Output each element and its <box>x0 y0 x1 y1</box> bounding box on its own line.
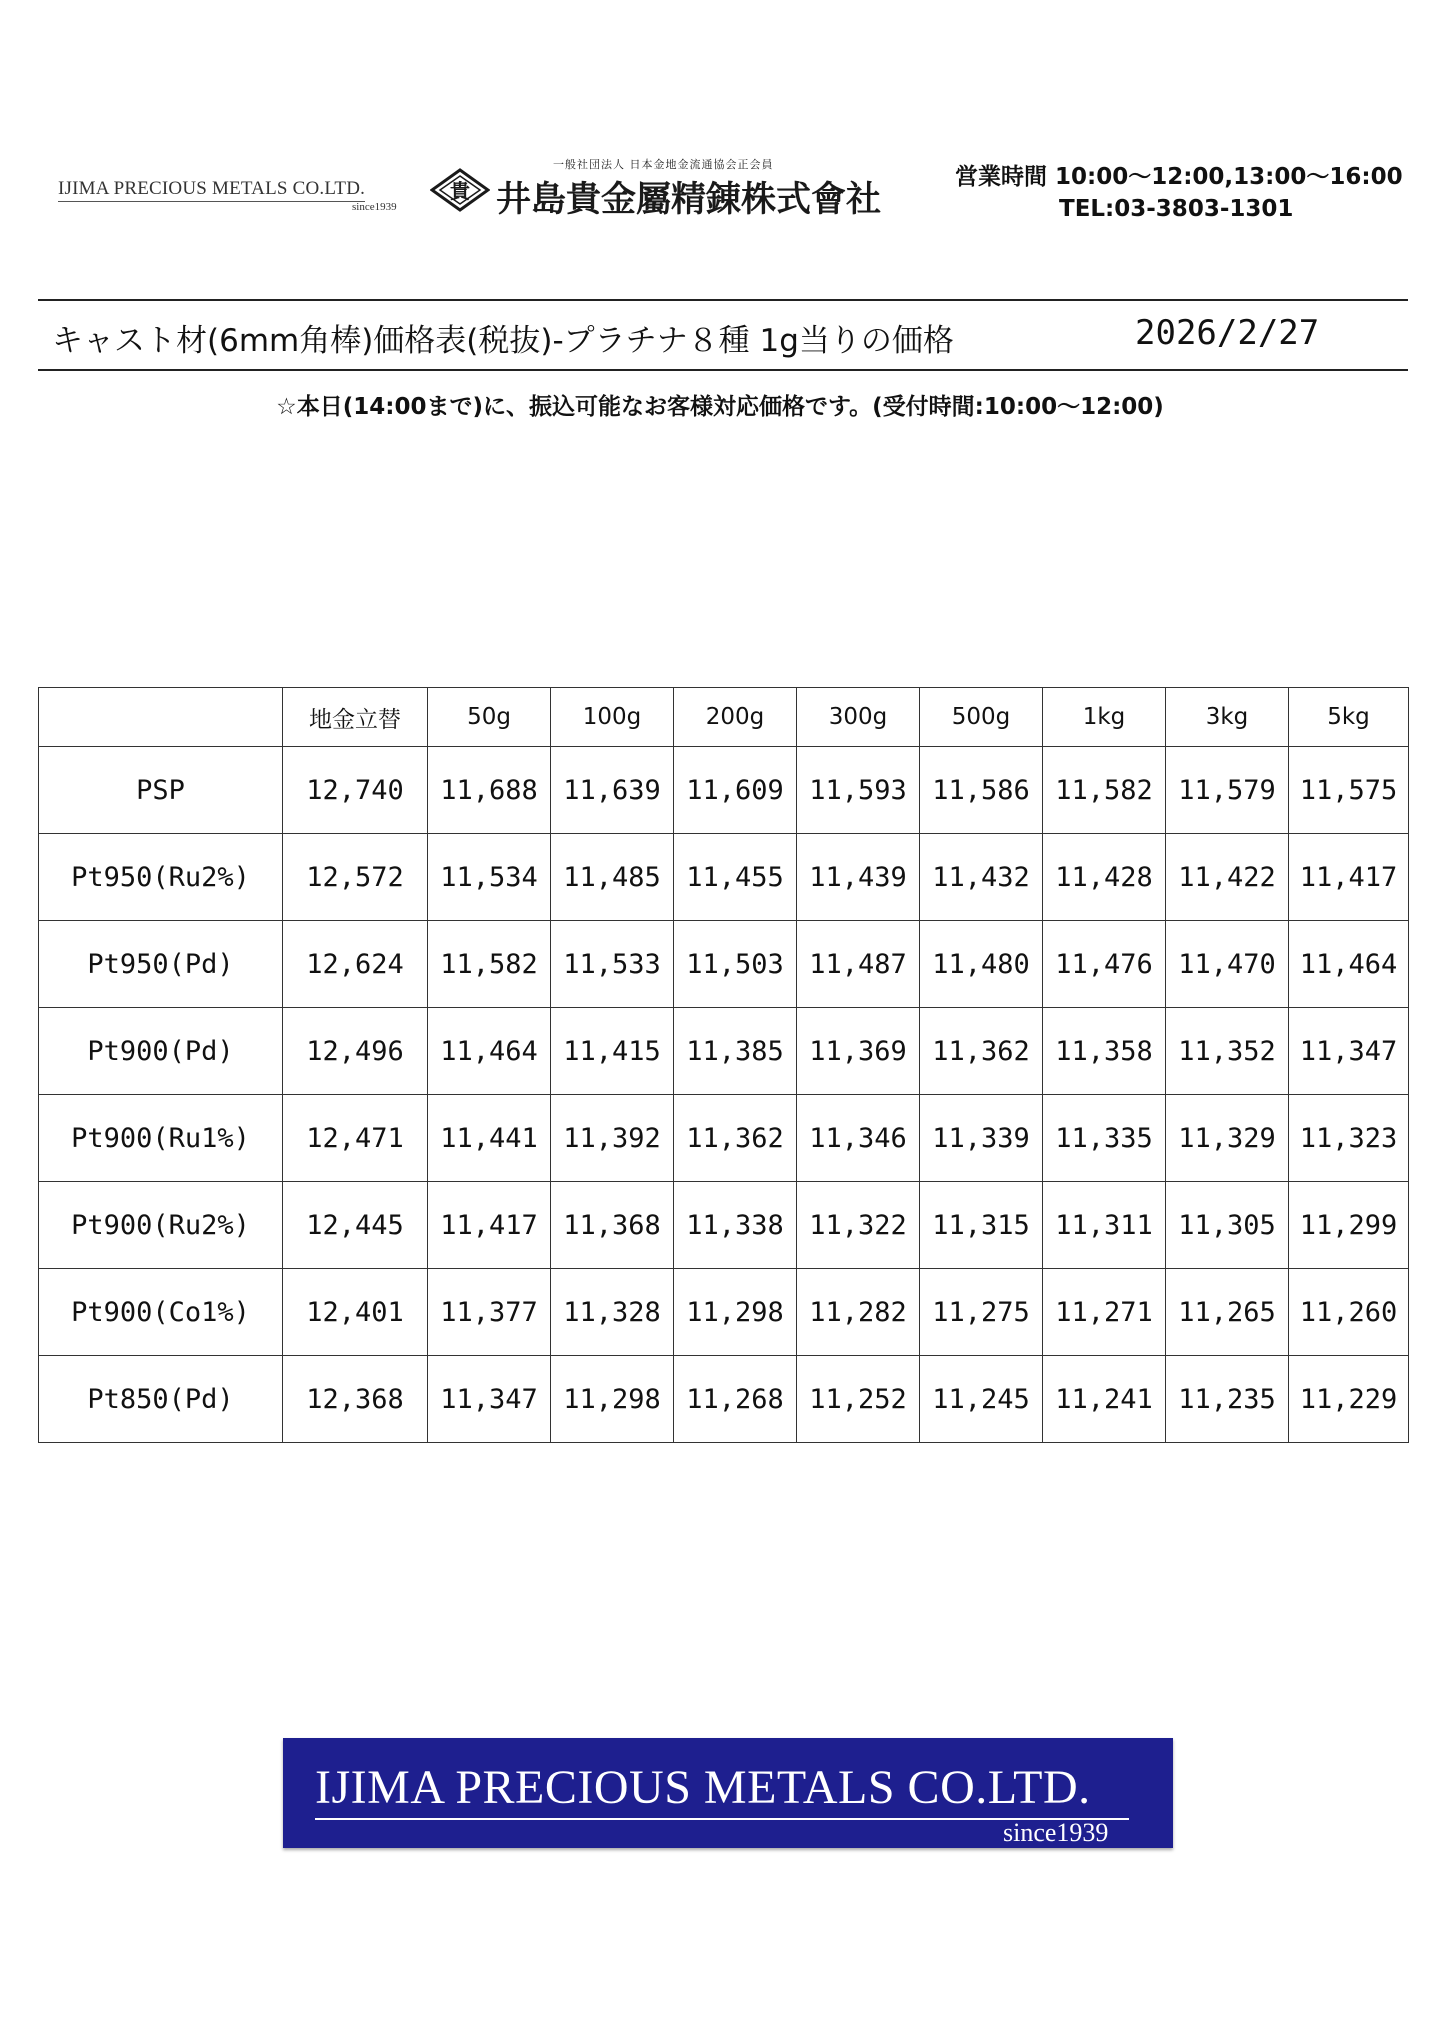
row-label-cell: Pt850(Pd) <box>39 1356 283 1443</box>
price-cell: 11,347 <box>428 1356 551 1443</box>
letterhead <box>0 0 1440 260</box>
price-cell: 12,496 <box>283 1008 428 1095</box>
price-table-body <box>39 747 1409 1443</box>
price-cell: 11,417 <box>1289 834 1409 921</box>
price-cell: 11,271 <box>1043 1269 1166 1356</box>
page-title: キャスト材(6mm角棒)価格表(税抜)-プラチナ８種 1g当りの価格 <box>52 323 954 359</box>
price-cell: 12,624 <box>283 921 428 1008</box>
price-cell: 11,639 <box>551 747 674 834</box>
price-cell: 11,487 <box>797 921 920 1008</box>
price-cell: 11,439 <box>797 834 920 921</box>
price-cell: 12,740 <box>283 747 428 834</box>
row-label-cell: PSP <box>39 747 283 834</box>
price-cell: 11,311 <box>1043 1182 1166 1269</box>
price-cell: 11,503 <box>674 921 797 1008</box>
price-cell: 11,464 <box>1289 921 1409 1008</box>
company-emblem-icon <box>430 168 490 212</box>
price-cell: 11,368 <box>551 1182 674 1269</box>
table-row <box>39 1008 1409 1095</box>
price-cell: 12,401 <box>283 1269 428 1356</box>
price-cell: 11,534 <box>428 834 551 921</box>
telephone: TEL:03-3803-1301 <box>1059 196 1294 222</box>
banner-company-name: IJIMA PRECIOUS METALS CO.LTD. <box>315 1761 1091 1814</box>
pricing-notice: ☆本日(14:00まで)に、振込可能なお客様対応価格です。(受付時間:10:00〜12:00) <box>276 394 1164 420</box>
price-cell: 11,329 <box>1166 1095 1289 1182</box>
row-label-cell: Pt950(Ru2%) <box>39 834 283 921</box>
price-cell: 11,533 <box>551 921 674 1008</box>
price-cell: 11,441 <box>428 1095 551 1182</box>
price-cell: 11,328 <box>551 1269 674 1356</box>
price-cell: 11,305 <box>1166 1182 1289 1269</box>
price-cell: 11,455 <box>674 834 797 921</box>
price-cell: 12,471 <box>283 1095 428 1182</box>
price-cell: 11,265 <box>1166 1269 1289 1356</box>
company-banner <box>283 1738 1173 1848</box>
table-row <box>39 834 1409 921</box>
business-hours: 営業時間 10:00〜12:00,13:00〜16:00 <box>955 164 1403 190</box>
table-row <box>39 1095 1409 1182</box>
price-cell: 11,299 <box>1289 1182 1409 1269</box>
price-cell: 11,322 <box>797 1182 920 1269</box>
price-cell: 11,347 <box>1289 1008 1409 1095</box>
price-table <box>38 687 1409 1443</box>
price-cell: 11,362 <box>674 1095 797 1182</box>
price-cell: 11,432 <box>920 834 1043 921</box>
association-membership: 一般社団法人 日本金地金流通協会正会員 <box>553 158 774 171</box>
price-cell: 11,268 <box>674 1356 797 1443</box>
column-header: 1kg <box>1043 688 1166 747</box>
price-cell: 11,485 <box>551 834 674 921</box>
company-name-jp: 井島貴金屬精錬株式會社 <box>496 179 882 220</box>
price-cell: 12,445 <box>283 1182 428 1269</box>
price-cell: 11,422 <box>1166 834 1289 921</box>
price-cell: 11,582 <box>428 921 551 1008</box>
price-cell: 11,428 <box>1043 834 1166 921</box>
table-row <box>39 921 1409 1008</box>
table-row <box>39 1269 1409 1356</box>
price-cell: 11,235 <box>1166 1356 1289 1443</box>
price-cell: 11,298 <box>551 1356 674 1443</box>
company-since: since1939 <box>352 201 397 213</box>
price-cell: 11,352 <box>1166 1008 1289 1095</box>
price-cell: 11,582 <box>1043 747 1166 834</box>
price-cell: 12,572 <box>283 834 428 921</box>
table-header-row <box>39 688 1409 747</box>
price-cell: 11,252 <box>797 1356 920 1443</box>
price-cell: 11,358 <box>1043 1008 1166 1095</box>
column-header <box>39 688 283 747</box>
row-label-cell: Pt900(Co1%) <box>39 1269 283 1356</box>
price-cell: 11,392 <box>551 1095 674 1182</box>
price-date: 2026/2/27 <box>1135 313 1320 353</box>
price-cell: 11,575 <box>1289 747 1409 834</box>
price-cell: 11,260 <box>1289 1269 1409 1356</box>
banner-since: since1939 <box>1003 1818 1109 1847</box>
price-cell: 11,229 <box>1289 1356 1409 1443</box>
row-label-cell: Pt900(Ru1%) <box>39 1095 283 1182</box>
table-row <box>39 747 1409 834</box>
price-cell: 11,298 <box>674 1269 797 1356</box>
table-row <box>39 1356 1409 1443</box>
price-cell: 11,609 <box>674 747 797 834</box>
row-label-cell: Pt950(Pd) <box>39 921 283 1008</box>
column-header: 5kg <box>1289 688 1409 747</box>
price-cell: 11,593 <box>797 747 920 834</box>
title-bar <box>38 299 1408 371</box>
price-cell: 11,586 <box>920 747 1043 834</box>
price-cell: 11,385 <box>674 1008 797 1095</box>
column-header: 100g <box>551 688 674 747</box>
price-cell: 11,245 <box>920 1356 1043 1443</box>
table-row <box>39 1182 1409 1269</box>
price-cell: 12,368 <box>283 1356 428 1443</box>
price-cell: 11,335 <box>1043 1095 1166 1182</box>
column-header: 200g <box>674 688 797 747</box>
price-cell: 11,282 <box>797 1269 920 1356</box>
price-cell: 11,323 <box>1289 1095 1409 1182</box>
company-name-en: IJIMA PRECIOUS METALS CO.LTD. <box>58 178 365 202</box>
price-cell: 11,369 <box>797 1008 920 1095</box>
price-cell: 11,417 <box>428 1182 551 1269</box>
price-cell: 11,315 <box>920 1182 1043 1269</box>
price-cell: 11,339 <box>920 1095 1043 1182</box>
price-cell: 11,362 <box>920 1008 1043 1095</box>
price-cell: 11,579 <box>1166 747 1289 834</box>
column-header: 50g <box>428 688 551 747</box>
column-header: 地金立替 <box>283 688 428 747</box>
price-cell: 11,377 <box>428 1269 551 1356</box>
price-cell: 11,480 <box>920 921 1043 1008</box>
row-label-cell: Pt900(Ru2%) <box>39 1182 283 1269</box>
price-cell: 11,464 <box>428 1008 551 1095</box>
price-cell: 11,275 <box>920 1269 1043 1356</box>
price-cell: 11,338 <box>674 1182 797 1269</box>
price-cell: 11,241 <box>1043 1356 1166 1443</box>
price-cell: 11,415 <box>551 1008 674 1095</box>
column-header: 3kg <box>1166 688 1289 747</box>
emblem-glyph: 貴 <box>450 179 470 203</box>
price-cell: 11,476 <box>1043 921 1166 1008</box>
column-header: 500g <box>920 688 1043 747</box>
row-label-cell: Pt900(Pd) <box>39 1008 283 1095</box>
column-header: 300g <box>797 688 920 747</box>
price-cell: 11,688 <box>428 747 551 834</box>
price-cell: 11,346 <box>797 1095 920 1182</box>
price-cell: 11,470 <box>1166 921 1289 1008</box>
